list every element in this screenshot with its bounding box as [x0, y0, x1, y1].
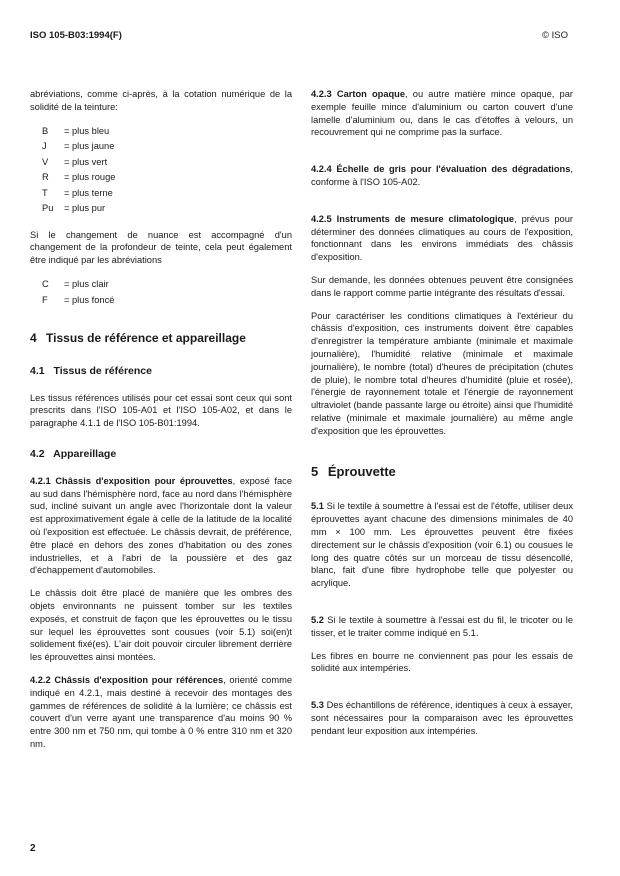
- section-5-2-paragraph: [311, 614, 573, 640]
- abbreviation-meaning: = plus clair: [64, 279, 109, 290]
- section-4-2-4-paragraph: [311, 163, 573, 189]
- intro-text: abréviations, comme ci-après, à la cotation numérique de la solidité de la teinture:: [30, 89, 292, 112]
- abbreviation-code: Pu: [42, 203, 54, 214]
- abbreviation-code: V: [42, 156, 49, 167]
- abbreviation-code: F: [42, 294, 48, 305]
- section-4-2-1-title: Châssis d'exposition pour éprouvettes: [55, 475, 233, 486]
- abbreviation-meaning: = plus vert: [64, 156, 108, 167]
- abbreviation-code: B: [42, 125, 49, 136]
- section-5-1-paragraph: [311, 500, 573, 590]
- left-column: [30, 88, 292, 761]
- abbreviation-meaning: = plus pur: [64, 203, 106, 214]
- section-4-1-text: Les tissus références utilisés pour cet essai sont ceux qui sont prescrits dans l'ISO 105-A01 et l'ISO 105-A02, et dans le paragraphe 4.1.1 de l'ISO 105-B01:1994.: [30, 392, 292, 429]
- section-5-3-paragraph: [311, 699, 573, 737]
- section-4-1-title: Tissus de référence: [53, 364, 152, 377]
- section-4-2-5-text: , prévus pour déterminer des données climatiques au cours de l'exposition, fonctionnant dans les environs immédiats des châssis d'exposition.: [311, 213, 573, 263]
- section-5-title: Éprouvette: [327, 463, 396, 479]
- section-4-2-5-paragraph: [311, 213, 573, 264]
- abbreviation-list-nuance: [42, 124, 292, 217]
- abbreviation-row: [42, 124, 292, 140]
- section-4-2-4-number: 4.2.4: [311, 164, 332, 175]
- section-4-2-1-number: 4.2.1: [30, 475, 51, 486]
- section-4-2-2-title: Châssis d'exposition pour références: [54, 674, 224, 685]
- section-4-2-4-text: , conforme à l'ISO 105-A02.: [311, 164, 573, 187]
- page-number: 2: [30, 843, 36, 854]
- section-4-heading: [30, 332, 292, 345]
- section-4-2-2-paragraph: [30, 674, 292, 751]
- abbreviation-row: [42, 186, 292, 202]
- document-code: ISO 105-B03:1994(F): [30, 30, 122, 41]
- abbreviation-code: R: [42, 172, 49, 183]
- abbreviation-meaning: = plus rouge: [64, 172, 116, 183]
- abbreviation-row: [42, 292, 292, 308]
- section-4-2-4-title: Échelle de gris pour l'évaluation des dégradations: [336, 164, 571, 175]
- abbreviation-row: [42, 170, 292, 186]
- section-5-2-number: 5.2: [311, 614, 324, 625]
- abbreviation-meaning: = plus bleu: [64, 125, 110, 136]
- section-4-2-2-text: , orienté comme indiqué en 4.2.1, mais destiné à recevoir des montages des gammes de références de solidité à la lumière; ce châssis est couvert d'un verre ayant une transparence d'au moins 90 % entre 300 nm et 750 nm, qui tombe à 0 % entre 310 nm et 320 nm.: [30, 674, 292, 749]
- section-4-2-5-title: Instruments de mesure climatologique: [336, 213, 515, 224]
- section-4-2-3-title: Carton opaque: [336, 89, 406, 99]
- section-5-1-number: 5.1: [311, 501, 324, 512]
- abbreviation-code: J: [42, 141, 47, 152]
- section-4-number: 4: [30, 330, 37, 345]
- abbreviation-row: [42, 155, 292, 171]
- section-4-2-2-number: 4.2.2: [30, 674, 51, 685]
- section-4-1-heading: [30, 365, 292, 378]
- on-request-paragraph: Sur demande, les données obtenues peuvent être consignées dans le rapport comme partie intégrante des résultats d'essai.: [311, 274, 573, 298]
- abbreviation-code: T: [42, 187, 48, 198]
- section-4-1-number: 4.1: [30, 364, 45, 377]
- section-4-title: Tissus de référence et appareillage: [46, 330, 246, 345]
- nuance-paragraph: Si le changement de nuance est accompagné d'un changement de la profondeur de teinte, cela peut également être indiqué par les abréviations: [30, 229, 292, 266]
- section-4-2-3-paragraph: [311, 88, 573, 139]
- section-5-number: 5: [311, 463, 319, 479]
- section-4-2-heading: [30, 448, 292, 461]
- section-5-heading: [311, 463, 573, 479]
- section-4-2-3-number: 4.2.3: [311, 89, 332, 99]
- abbreviation-meaning: = plus jaune: [64, 141, 115, 152]
- right-column: [311, 88, 573, 747]
- section-4-2-number: 4.2: [30, 447, 45, 460]
- abbreviation-meaning: = plus foncé: [64, 294, 115, 305]
- abbreviation-list-depth: [42, 277, 292, 308]
- section-4-2-5-number: 4.2.5: [311, 213, 332, 224]
- climate-paragraph: Pour caractériser les conditions climatiques à l'extérieur du châssis d'exposition, ces instruments doivent être capables d'enregistrer la température ambiante (minimale et maximale journalière), l'humidité relative (minimale et maximale journalière), le nombre (total) d'heures de précipitation (chutes de pluie), le nombre total d'heures d'humidité (pluie et rosée), l'énergie de rayonnement totale et l'énergie de rayonnement ultraviolet (bande passante large ou étroite) ainsi que l'humidité relative (minimale et maximale journalière) au même angle d'exposition que les éprouvettes.: [311, 310, 573, 436]
- section-4-2-1-text-2: Le châssis doit être placé de manière que les ombres des objets environnants ne puissent tomber sur les textiles exposés, et construit de façon que les éprouvettes ou le tissu sur lequel les éprouvettes sont cousues (voir 5.1) soi(en)t solidement fixé(es). L'air doit pouvoir circuler librement derrière les éprouvettes ainsi montées.: [30, 588, 292, 663]
- section-5-1-text: Si le textile à soumettre à l'essai est de l'étoffe, utiliser deux éprouvettes ayant chacune des dimensions minimales de 40 mm × 100 mm. Les éprouvettes peuvent être fixées directement sur le châssis d'exposition (voir 6.1) ou cousues le long des quatre côtés sur un morceau de tissu désencollé, blanc, fait d'une fibre hydrophobe telle que polyester ou acrylique.: [311, 501, 573, 589]
- section-4-2-1-text: , exposé face au sud dans l'hémisphère nord, face au nord dans l'hémisphère sud, incliné suivant un angle avec l'horizontale dont la valeur est approximativement égale à celle de la latitude de la localité où l'exposition est effectuée. Le châssis devrait, de préférence, être placé en dehors des zones d'habitation ou des zones industrielles, et à l'abri de la poussière et des gaz d'échappement d'automobiles.: [30, 475, 292, 576]
- abbreviation-meaning: = plus terne: [64, 187, 113, 198]
- copyright-mark: © ISO: [541, 30, 568, 41]
- abbreviation-row: [42, 277, 292, 293]
- loose-fibres-paragraph: Les fibres en bourre ne conviennent pas pour les essais de solidité aux intempéries.: [311, 650, 573, 674]
- section-5-2-text: Si le textile à soumettre à l'essai est du fil, le tricoter ou le tisser, et le traiter comme indiqué en 5.1.: [311, 614, 573, 638]
- section-4-2-3-text: , ou autre matière mince opaque, par exemple feuille mince d'aluminium ou carton couvert d'une lamelle d'aluminium ou, dans le cas d'étoffes à velours, un recouvrement qui ne comprime pas la surface.: [311, 89, 573, 138]
- abbreviation-row: [42, 139, 292, 155]
- section-5-3-number: 5.3: [311, 700, 324, 711]
- section-4-2-title: Appareillage: [53, 447, 117, 460]
- abbreviation-code: C: [42, 279, 49, 290]
- section-5-3-text: Des échantillons de référence, identiques à ceux à essayer, sont nécessaires pour la comparaison avec les éprouvettes pendant leur exposition aux intempéries.: [311, 700, 573, 736]
- abbreviation-row: [42, 201, 292, 217]
- section-4-2-1-paragraph: [30, 475, 292, 577]
